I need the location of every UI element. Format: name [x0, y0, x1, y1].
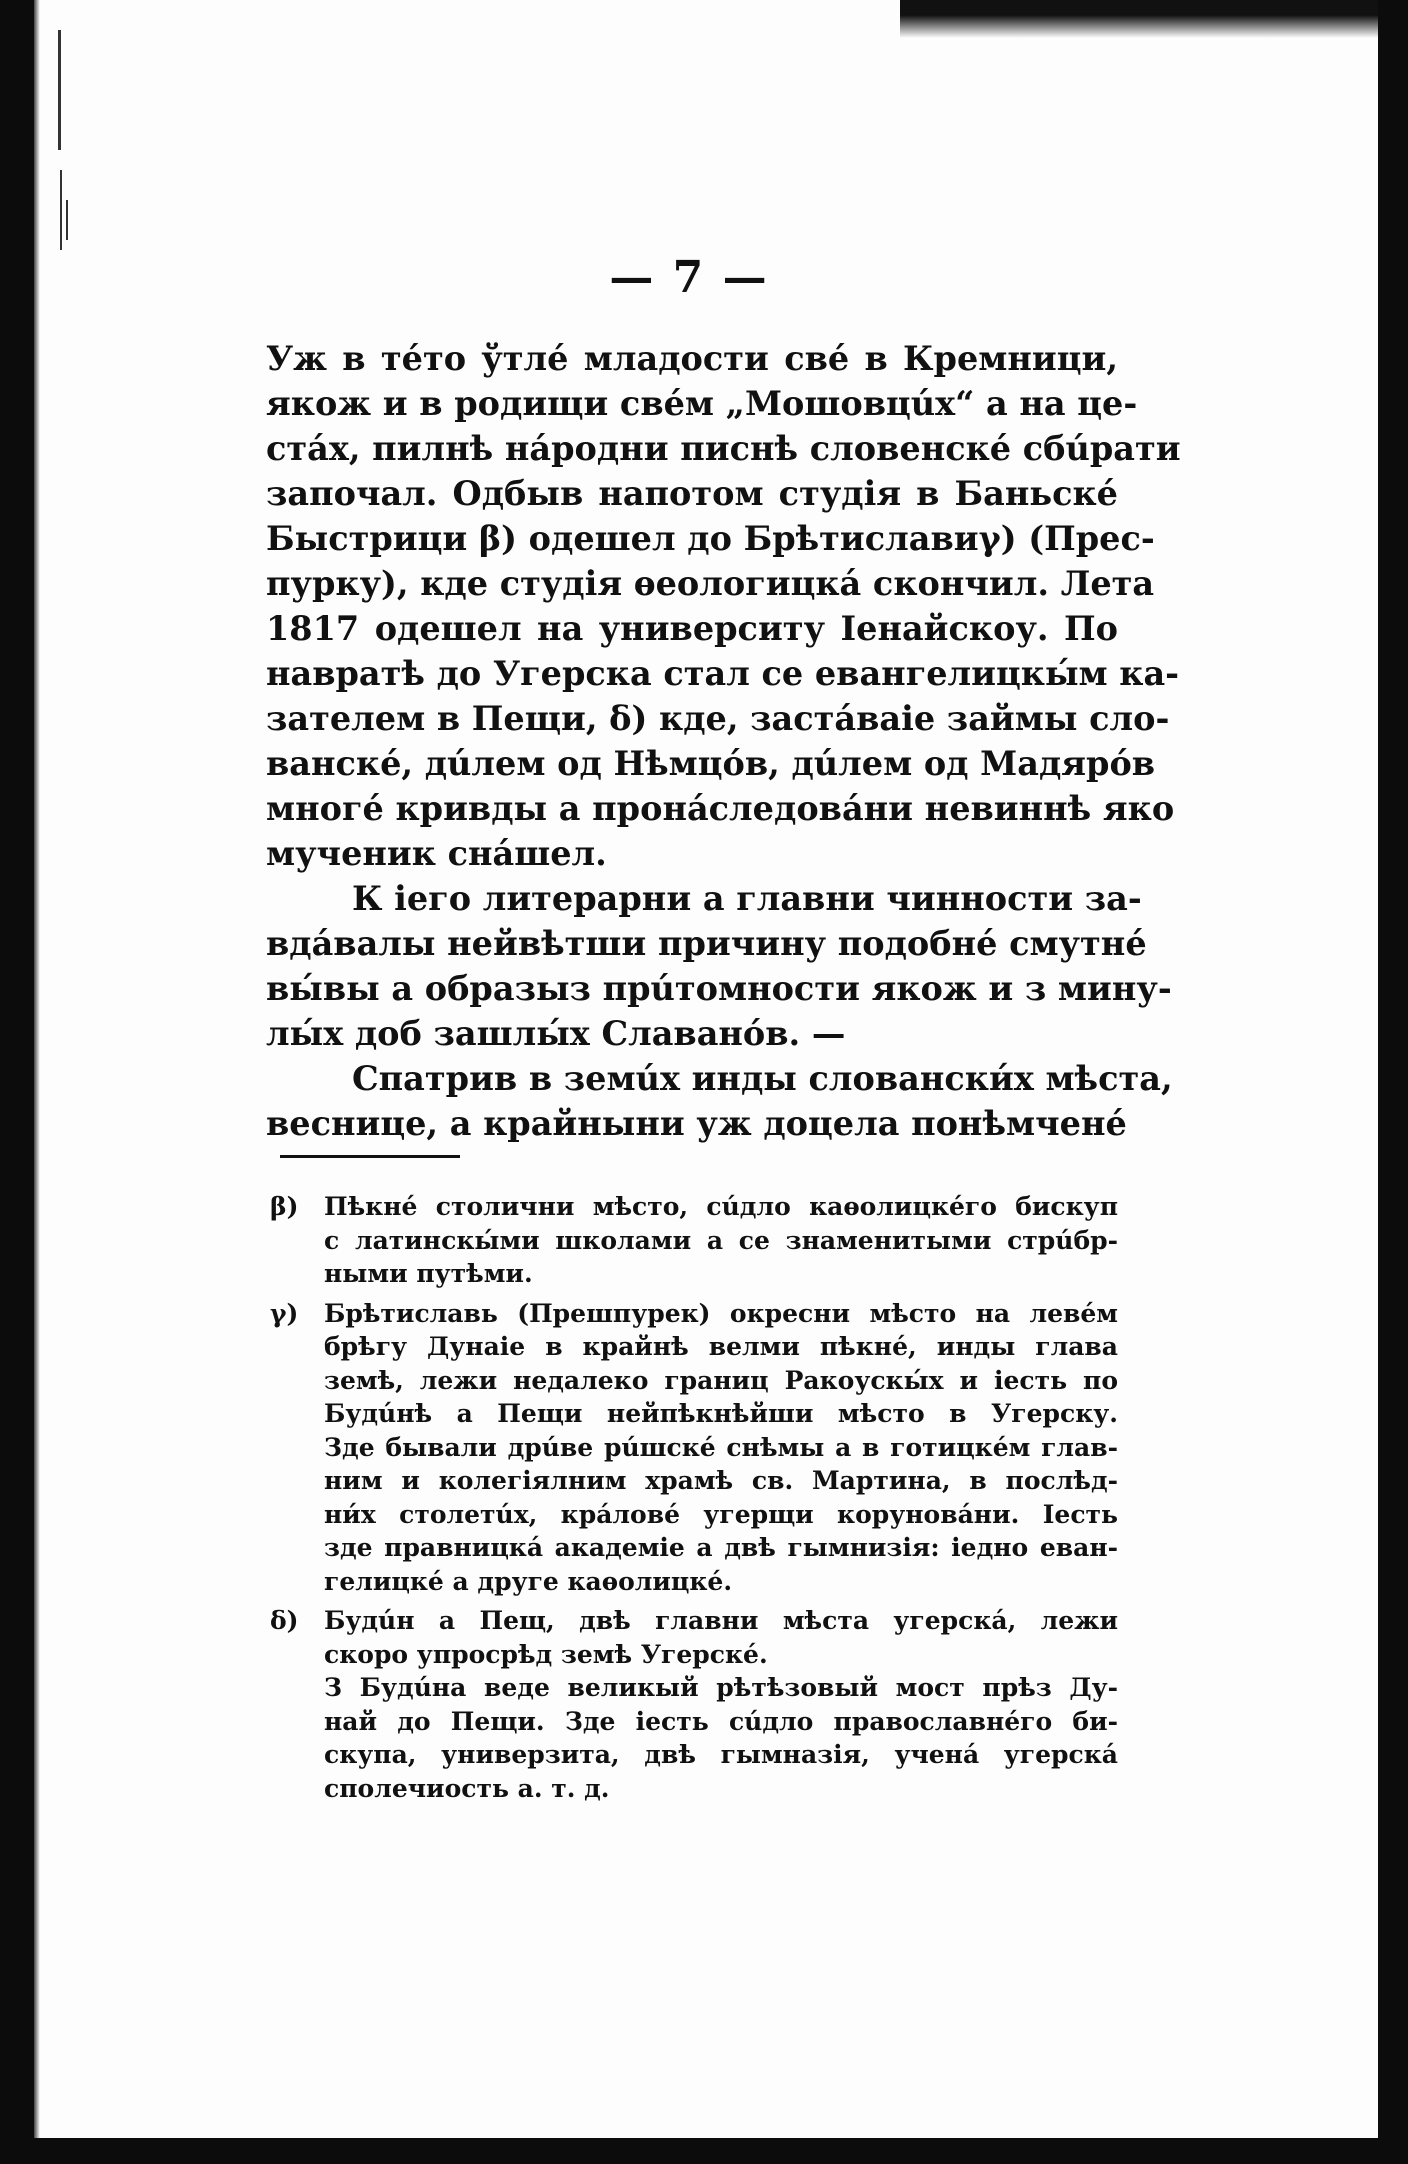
footnote-separator	[280, 1155, 460, 1158]
text-line: вдáвалы нейвѣтши причину подобнé смутнé	[266, 924, 1147, 963]
footnote-line: с латинскы́ми школами а се знаменитыми стрúбр-	[324, 1225, 1118, 1255]
footnote-line: брѣгу Дунаіе в крайнѣ велми пѣкнé, инды глава	[324, 1332, 1118, 1361]
text-line: Уж в тéто ўтлé младости свé в Кремници,	[266, 339, 1118, 378]
text-line: веснице, а крайныни уж доцела понѣмченé	[266, 1104, 1127, 1143]
text-line: навратѣ до Угерска стал се евангелицкы́м ка-	[266, 654, 1180, 693]
footnote-beta	[270, 1190, 1118, 1291]
text-line: пурку), кде студія ѳеологицкá скончил. Лета	[266, 564, 1155, 603]
footnote-line: най до Пещи. Зде іесть сúдло православнéго би-	[324, 1706, 1118, 1736]
scan-scratch	[58, 30, 61, 150]
scan-edge-left	[0, 0, 34, 2164]
scan-scratch	[60, 170, 62, 250]
text-line: К іего литерарни а главни чинности за-	[352, 879, 1142, 918]
page-number: — 7 —	[609, 252, 769, 303]
footnote-delta-continued	[270, 1671, 1118, 1805]
footnote-line: Будúнѣ а Пещи нейпѣкнѣйши мѣсто в Угерску.	[324, 1399, 1118, 1428]
footnote-line: З Будúна веде великый рѣтѣзовый мост прѣз Ду-	[324, 1673, 1118, 1702]
paragraph	[266, 336, 1181, 876]
footnote-marker: β)	[270, 1192, 299, 1221]
footnote-marker: δ)	[270, 1606, 299, 1635]
footnote-gamma	[270, 1297, 1118, 1599]
footnote-line: Будúн а Пещ, двѣ главни мѣста угерскá, лежи	[324, 1606, 1118, 1635]
footnote-line: земѣ, лежи недалеко границ Ракоускы́х и іесть по	[324, 1365, 1118, 1395]
footnote-line: Пѣкнé столични мѣсто, сúдло каѳолицкéго бискуп	[324, 1192, 1118, 1221]
footnote-line: ными путѣми.	[324, 1259, 533, 1288]
text-line: якож и в родищи свéм „Мошовцúх“ а на це-	[266, 384, 1138, 423]
footnote-line: скупа, универзита, двѣ гымназія, ученá угерскá	[324, 1740, 1118, 1769]
footnote-line: Брѣтиславь (Прешпурек) окресни мѣсто на левéм	[324, 1298, 1118, 1328]
footnote-marker: γ)	[270, 1298, 299, 1328]
footnotes	[270, 1190, 1118, 1811]
footnote-line: ним и колегіялним храмѣ св. Мартина, в послѣд-	[324, 1466, 1118, 1495]
footnote-line: ни́х столетúх, крáловé угерщи коруновáни. Іесть	[324, 1499, 1118, 1529]
text-line: мученик снáшел.	[266, 834, 607, 873]
text-line: стáх, пилнѣ нáродни писнѣ словенскé сбúрати	[266, 429, 1181, 468]
text-line: лы́х доб зашлы́х Славанóв. —	[266, 1014, 846, 1053]
footnote-delta	[270, 1604, 1118, 1671]
paragraph	[266, 876, 1172, 1056]
text-line: Быстрици β) одешел до Брѣтиславиγ) (Прес-	[266, 519, 1155, 558]
scan-edge-left-shadow	[34, 0, 40, 2164]
footnote-line: Зде бывали дрúве рúшскé снѣмы а в готицкéм глав-	[324, 1432, 1118, 1462]
paragraph	[266, 1056, 1173, 1146]
footnote-line: зде правницкá академіе а двѣ гымнизія: іедно еван-	[324, 1533, 1118, 1562]
scan-scratch	[66, 200, 68, 240]
body-text	[266, 336, 1181, 1146]
text-line: вы́вы а образыз прúтомности якож и з мину-	[266, 969, 1172, 1008]
text-line: многé кривды а пронáследовáни невиннѣ яко	[266, 789, 1175, 828]
footnote-line: скоро упросрѣд земѣ Угерскé.	[324, 1639, 768, 1669]
footnote-line: гелицкé а друге каѳолицкé.	[324, 1566, 733, 1596]
scan-edge-right	[1378, 0, 1408, 2164]
text-line: зателем в Пещи, δ) кде, застáваіе займы сло-	[266, 699, 1170, 738]
scan-edge-top	[900, 0, 1378, 38]
scan-edge-bottom	[0, 2138, 1408, 2164]
footnote-line: сполечиость а. т. д.	[324, 1773, 610, 1803]
text-line: Спатрив в земúх инды словански́х мѣста,	[352, 1059, 1173, 1098]
text-line: 1817 одешел на университу Іенайскоу. По	[266, 609, 1118, 648]
text-line: започал. Одбыв напотом студія в Баньскé	[266, 474, 1118, 513]
text-line: ванскé, дúлем од Нѣмцóв, дúлем од Мадярóв	[266, 744, 1156, 783]
